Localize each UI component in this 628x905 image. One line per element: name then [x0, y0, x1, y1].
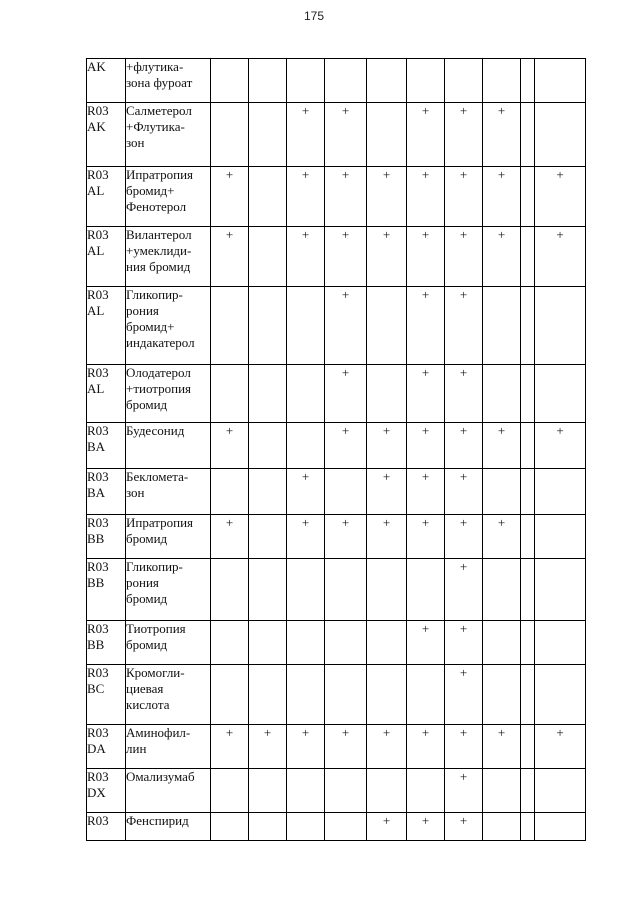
- mark-cell: [521, 769, 535, 813]
- drug-name-line: +Флутика-: [126, 119, 185, 134]
- mark-cell: +: [445, 813, 483, 841]
- atc-code-line: R03: [87, 365, 109, 380]
- atc-code-cell: [87, 469, 126, 515]
- drug-name-line: бромид: [126, 637, 168, 652]
- mark-cell: +: [535, 725, 586, 769]
- drug-name-line: бромид+: [126, 183, 175, 198]
- mark-cell: +: [483, 167, 521, 227]
- mark-cell: +: [445, 423, 483, 469]
- atc-code-line: BC: [87, 681, 105, 696]
- drug-name-cell: [126, 665, 211, 725]
- atc-code-line: R03: [87, 621, 109, 636]
- mark-cell: [521, 813, 535, 841]
- drug-name-line: зона фуроат: [126, 75, 193, 90]
- mark-cell: [249, 103, 287, 167]
- mark-cell: [535, 59, 586, 103]
- drug-name-cell: [126, 725, 211, 769]
- atc-code-cell: [87, 665, 126, 725]
- mark-cell: +: [287, 227, 325, 287]
- mark-cell: +: [535, 227, 586, 287]
- drug-name-line: лин: [126, 741, 147, 756]
- mark-cell: +: [211, 725, 249, 769]
- mark-cell: [287, 365, 325, 423]
- drug-name-line: Фенотерол: [126, 199, 187, 214]
- mark-cell: +: [445, 621, 483, 665]
- mark-cell: +: [407, 423, 445, 469]
- mark-cell: +: [211, 167, 249, 227]
- mark-cell: [287, 813, 325, 841]
- mark-cell: [367, 559, 407, 621]
- mark-cell: +: [407, 813, 445, 841]
- atc-code-line: BB: [87, 575, 105, 590]
- drug-name-line: Ипратропия: [126, 515, 194, 530]
- mark-cell: +: [325, 515, 367, 559]
- atc-code-line: R03: [87, 665, 109, 680]
- mark-cell: +: [445, 515, 483, 559]
- mark-cell: [521, 665, 535, 725]
- mark-cell: [483, 365, 521, 423]
- atc-code-cell: [87, 103, 126, 167]
- mark-cell: [521, 559, 535, 621]
- mark-cell: +: [325, 725, 367, 769]
- atc-code-line: R03: [87, 423, 109, 438]
- mark-cell: +: [325, 287, 367, 365]
- mark-cell: +: [325, 365, 367, 423]
- atc-code-cell: [87, 769, 126, 813]
- drug-name-line: циевая: [126, 681, 164, 696]
- drug-name-cell: [126, 515, 211, 559]
- mark-cell: +: [483, 227, 521, 287]
- atc-code-line: R03: [87, 813, 109, 828]
- table-row: [87, 813, 586, 841]
- mark-cell: [287, 287, 325, 365]
- mark-cell: +: [483, 725, 521, 769]
- page-number: 175: [303, 9, 325, 23]
- mark-cell: +: [407, 469, 445, 515]
- mark-cell: [483, 769, 521, 813]
- mark-cell: [249, 59, 287, 103]
- atc-code-cell: [87, 515, 126, 559]
- drug-name-line: +умеклиди-: [126, 243, 192, 258]
- table-row: [87, 769, 586, 813]
- mark-cell: +: [407, 167, 445, 227]
- atc-code-cell: [87, 813, 126, 841]
- drug-name-cell: [126, 559, 211, 621]
- mark-cell: [325, 665, 367, 725]
- mark-cell: [521, 167, 535, 227]
- mark-cell: +: [367, 515, 407, 559]
- drug-name-cell: [126, 423, 211, 469]
- mark-cell: +: [287, 725, 325, 769]
- mark-cell: +: [211, 227, 249, 287]
- mark-cell: +: [407, 365, 445, 423]
- drug-name-cell: [126, 59, 211, 103]
- table-row: [87, 665, 586, 725]
- mark-cell: [535, 813, 586, 841]
- mark-cell: +: [367, 423, 407, 469]
- mark-cell: [367, 769, 407, 813]
- mark-cell: [483, 665, 521, 725]
- drug-name-line: Ипратропия: [126, 167, 194, 182]
- atc-code-cell: [87, 167, 126, 227]
- drug-name-line: Будесонид: [126, 423, 185, 438]
- mark-cell: +: [445, 469, 483, 515]
- mark-cell: [367, 365, 407, 423]
- mark-cell: [211, 287, 249, 365]
- drug-name-line: бромид: [126, 531, 168, 546]
- mark-cell: [407, 769, 445, 813]
- mark-cell: +: [445, 665, 483, 725]
- mark-cell: +: [325, 103, 367, 167]
- drug-name-cell: [126, 769, 211, 813]
- mark-cell: +: [325, 227, 367, 287]
- mark-cell: [367, 287, 407, 365]
- mark-cell: [483, 559, 521, 621]
- atc-code-line: R03: [87, 559, 109, 574]
- mark-cell: +: [483, 103, 521, 167]
- mark-cell: [325, 813, 367, 841]
- drug-name-line: +флутика-: [126, 59, 184, 74]
- mark-cell: [211, 769, 249, 813]
- drug-name-cell: [126, 167, 211, 227]
- mark-cell: +: [287, 167, 325, 227]
- drug-name-line: бромид: [126, 397, 168, 412]
- mark-cell: [287, 423, 325, 469]
- atc-code-line: AL: [87, 303, 105, 318]
- mark-cell: [521, 59, 535, 103]
- mark-cell: +: [407, 103, 445, 167]
- table-row: [87, 365, 586, 423]
- mark-cell: [535, 287, 586, 365]
- mark-cell: +: [535, 167, 586, 227]
- drug-name-line: Салметерол: [126, 103, 192, 118]
- atc-code-line: AK: [87, 119, 106, 134]
- table-row: [87, 227, 586, 287]
- atc-code-line: R03: [87, 167, 109, 182]
- drug-name-line: Олодатерол: [126, 365, 191, 380]
- atc-code-cell: [87, 621, 126, 665]
- mark-cell: [483, 813, 521, 841]
- mark-cell: [407, 665, 445, 725]
- atc-code-line: BA: [87, 439, 106, 454]
- mark-cell: [535, 665, 586, 725]
- drug-name-line: зон: [126, 485, 145, 500]
- mark-cell: [249, 813, 287, 841]
- atc-code-line: R03: [87, 769, 109, 784]
- atc-code-line: BB: [87, 531, 105, 546]
- mark-cell: [211, 665, 249, 725]
- drug-name-line: бромид+: [126, 319, 175, 334]
- mark-cell: [521, 515, 535, 559]
- mark-cell: [211, 365, 249, 423]
- table-row: [87, 469, 586, 515]
- mark-cell: +: [211, 423, 249, 469]
- mark-cell: +: [445, 559, 483, 621]
- mark-cell: [287, 665, 325, 725]
- mark-cell: [521, 725, 535, 769]
- atc-code-line: AL: [87, 381, 105, 396]
- drug-table: [86, 58, 586, 841]
- atc-code-line: R03: [87, 287, 109, 302]
- drug-name-line: Вилантерол: [126, 227, 192, 242]
- atc-code-cell: [87, 725, 126, 769]
- mark-cell: [535, 769, 586, 813]
- mark-cell: [249, 227, 287, 287]
- drug-name-cell: [126, 287, 211, 365]
- mark-cell: [325, 559, 367, 621]
- mark-cell: [535, 469, 586, 515]
- drug-name-cell: [126, 103, 211, 167]
- mark-cell: [287, 59, 325, 103]
- atc-code-line: DX: [87, 785, 106, 800]
- mark-cell: +: [367, 167, 407, 227]
- mark-cell: +: [483, 423, 521, 469]
- mark-cell: [249, 365, 287, 423]
- table-row: [87, 559, 586, 621]
- drug-name-cell: [126, 469, 211, 515]
- mark-cell: [521, 365, 535, 423]
- atc-code-line: BB: [87, 637, 105, 652]
- drug-name-cell: [126, 621, 211, 665]
- mark-cell: [211, 621, 249, 665]
- mark-cell: +: [367, 469, 407, 515]
- drug-name-line: Омализумаб: [126, 769, 195, 784]
- table-row: [87, 621, 586, 665]
- mark-cell: +: [249, 725, 287, 769]
- atc-code-line: AL: [87, 183, 105, 198]
- atc-code-cell: [87, 287, 126, 365]
- atc-code-cell: [87, 365, 126, 423]
- mark-cell: [535, 621, 586, 665]
- drug-name-line: Фенспирид: [126, 813, 189, 828]
- mark-cell: [483, 59, 521, 103]
- mark-cell: [325, 769, 367, 813]
- mark-cell: +: [407, 725, 445, 769]
- mark-cell: [521, 227, 535, 287]
- mark-cell: [249, 769, 287, 813]
- mark-cell: +: [287, 103, 325, 167]
- atc-code-cell: [87, 423, 126, 469]
- table-row: [87, 287, 586, 365]
- mark-cell: [367, 103, 407, 167]
- mark-cell: +: [535, 423, 586, 469]
- mark-cell: +: [407, 515, 445, 559]
- mark-cell: [249, 559, 287, 621]
- mark-cell: [249, 469, 287, 515]
- mark-cell: +: [445, 103, 483, 167]
- mark-cell: [287, 559, 325, 621]
- mark-cell: [521, 103, 535, 167]
- drug-name-cell: [126, 227, 211, 287]
- mark-cell: [483, 621, 521, 665]
- mark-cell: +: [287, 515, 325, 559]
- mark-cell: +: [407, 227, 445, 287]
- mark-cell: +: [325, 423, 367, 469]
- mark-cell: [287, 769, 325, 813]
- mark-cell: +: [483, 515, 521, 559]
- mark-cell: +: [367, 813, 407, 841]
- mark-cell: [407, 59, 445, 103]
- mark-cell: [211, 59, 249, 103]
- mark-cell: [521, 423, 535, 469]
- mark-cell: [367, 665, 407, 725]
- drug-name-line: индакатерол: [126, 335, 195, 350]
- table-row: [87, 515, 586, 559]
- atc-code-cell: [87, 559, 126, 621]
- atc-code-line: R03: [87, 515, 109, 530]
- drug-name-line: рония: [126, 303, 159, 318]
- mark-cell: [249, 423, 287, 469]
- mark-cell: [521, 469, 535, 515]
- mark-cell: +: [367, 227, 407, 287]
- mark-cell: [407, 559, 445, 621]
- mark-cell: +: [367, 725, 407, 769]
- mark-cell: [483, 469, 521, 515]
- mark-cell: [325, 469, 367, 515]
- mark-cell: [521, 287, 535, 365]
- table-row: [87, 103, 586, 167]
- drug-name-line: кислота: [126, 697, 170, 712]
- mark-cell: [367, 621, 407, 665]
- mark-cell: [211, 813, 249, 841]
- table-row: [87, 423, 586, 469]
- mark-cell: [367, 59, 407, 103]
- mark-cell: [325, 59, 367, 103]
- drug-name-cell: [126, 365, 211, 423]
- atc-code-line: AL: [87, 243, 105, 258]
- mark-cell: +: [445, 725, 483, 769]
- atc-code-line: R03: [87, 469, 109, 484]
- table-row: [87, 725, 586, 769]
- atc-code-line: DA: [87, 741, 106, 756]
- drug-name-cell: [126, 813, 211, 841]
- mark-cell: [535, 559, 586, 621]
- mark-cell: [535, 515, 586, 559]
- table-row: [87, 167, 586, 227]
- mark-cell: +: [325, 167, 367, 227]
- mark-cell: +: [445, 365, 483, 423]
- atc-code-line: BA: [87, 485, 106, 500]
- atc-code-cell: [87, 59, 126, 103]
- table-row: [87, 59, 586, 103]
- atc-code-line: AK: [87, 59, 106, 74]
- mark-cell: [211, 559, 249, 621]
- mark-cell: [211, 469, 249, 515]
- mark-cell: +: [287, 469, 325, 515]
- mark-cell: [325, 621, 367, 665]
- drug-name-line: Тиотропия: [126, 621, 186, 636]
- mark-cell: [249, 665, 287, 725]
- mark-cell: +: [445, 227, 483, 287]
- mark-cell: +: [445, 769, 483, 813]
- mark-cell: [249, 167, 287, 227]
- drug-name-line: бромид: [126, 591, 168, 606]
- mark-cell: [445, 59, 483, 103]
- mark-cell: [287, 621, 325, 665]
- mark-cell: +: [407, 621, 445, 665]
- mark-cell: [535, 365, 586, 423]
- atc-code-line: R03: [87, 725, 109, 740]
- mark-cell: [521, 621, 535, 665]
- mark-cell: [249, 515, 287, 559]
- atc-code-line: R03: [87, 103, 109, 118]
- mark-cell: [211, 103, 249, 167]
- mark-cell: [483, 287, 521, 365]
- mark-cell: [249, 621, 287, 665]
- atc-code-line: R03: [87, 227, 109, 242]
- drug-name-line: +тиотропия: [126, 381, 192, 396]
- mark-cell: [249, 287, 287, 365]
- drug-name-line: Гликопир-: [126, 559, 183, 574]
- mark-cell: +: [211, 515, 249, 559]
- mark-cell: [535, 103, 586, 167]
- drug-name-line: рония: [126, 575, 159, 590]
- mark-cell: +: [407, 287, 445, 365]
- drug-name-line: Кромогли-: [126, 665, 185, 680]
- drug-name-line: Гликопир-: [126, 287, 183, 302]
- mark-cell: +: [445, 287, 483, 365]
- drug-name-line: Бекломета-: [126, 469, 189, 484]
- drug-name-line: Аминофил-: [126, 725, 191, 740]
- drug-name-line: зон: [126, 135, 145, 150]
- atc-code-cell: [87, 227, 126, 287]
- mark-cell: +: [445, 167, 483, 227]
- drug-name-line: ния бромид: [126, 259, 191, 274]
